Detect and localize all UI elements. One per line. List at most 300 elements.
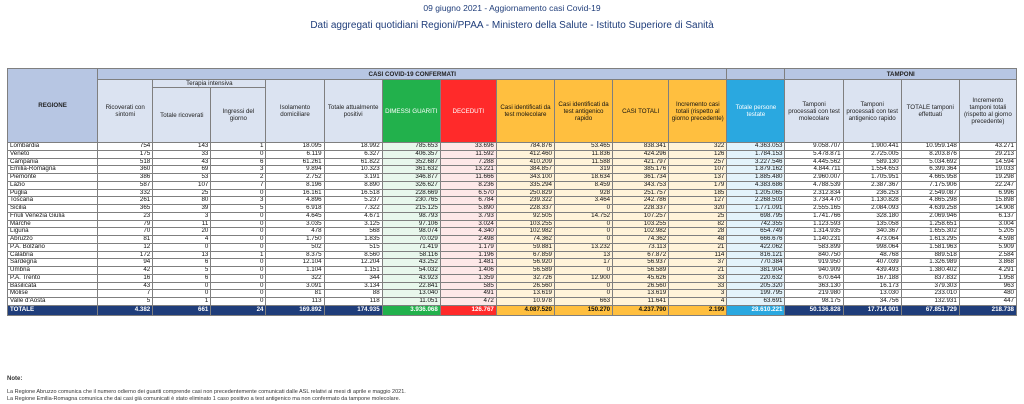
table-cell: 335.294 <box>496 181 554 189</box>
col-incremento-tamponi: Incremento tamponi totali (rispetto al giorno precedente) <box>959 80 1016 143</box>
col-casi-totali: CASI TOTALI <box>613 80 669 143</box>
table-cell: 1.130.828 <box>843 197 901 205</box>
col-tamponi-molecolare: Tamponi processati con test molecolare <box>785 80 843 143</box>
table-cell: 518 <box>98 158 153 166</box>
table-cell: 0 <box>153 243 211 251</box>
table-cell: 228.337 <box>613 205 669 213</box>
table-cell: 13 <box>153 251 211 259</box>
table-cell: 0 <box>211 236 266 244</box>
region-header: REGIONE <box>8 69 98 143</box>
table-cell: 4.645 <box>266 212 324 220</box>
table-cell: 34.756 <box>843 298 901 306</box>
table-cell: 132.931 <box>901 298 959 306</box>
note-line-2: La Regione Emilia-Romagna comunica che dai casi già comunicati è stato eliminato 1 caso positivo a test antigenico ma non confermato da tampone molecolare. <box>7 396 401 402</box>
col-tamponi-antigenico: Tamponi processati con test antigenico rapido <box>843 80 901 143</box>
table-cell: 43.271 <box>959 143 1016 151</box>
table-cell: 785.653 <box>382 143 440 151</box>
table-cell: 16.518 <box>324 189 382 197</box>
table-cell: 0 <box>211 267 266 275</box>
table-cell: 1.835 <box>324 236 382 244</box>
table-row <box>8 243 1017 251</box>
table-cell: 3.793 <box>440 212 496 220</box>
region-name: Molise <box>8 290 98 298</box>
table-cell: 4 <box>153 236 211 244</box>
table-cell: 5.205 <box>959 228 1016 236</box>
confirmed-cases-group-header: CASI COVID-19 CONFERMATI <box>98 69 727 80</box>
table-cell: 20 <box>153 228 211 236</box>
table-row <box>8 290 1017 298</box>
table-cell: 406.357 <box>382 150 440 158</box>
table-cell: 26.560 <box>496 282 554 290</box>
table-cell: 3.134 <box>324 282 382 290</box>
table-cell: 2.752 <box>266 174 324 182</box>
table-cell: 998.064 <box>843 243 901 251</box>
table-cell: 1.705.951 <box>843 174 901 182</box>
table-cell: 48 <box>669 236 727 244</box>
table-cell: 410.209 <box>496 158 554 166</box>
table-cell: 361.734 <box>613 174 669 182</box>
table-cell: 16.161 <box>266 189 324 197</box>
table-cell: 670.644 <box>785 274 843 282</box>
table-cell: 126 <box>669 150 727 158</box>
table-cell: 22.841 <box>382 282 440 290</box>
table-cell: 13 <box>554 251 612 259</box>
table-cell: 0 <box>211 259 266 267</box>
table-row <box>8 228 1017 236</box>
region-name: Calabria <box>8 251 98 259</box>
table-cell: 1.179 <box>440 243 496 251</box>
table-cell: 838.341 <box>613 143 669 151</box>
table-cell: 4.788.539 <box>785 181 843 189</box>
table-cell: 0 <box>554 205 612 213</box>
table-cell: 6 <box>153 259 211 267</box>
table-cell: 1.258.651 <box>901 220 959 228</box>
table-cell: 889.518 <box>901 251 959 259</box>
table-cell: 1.359 <box>440 274 496 282</box>
table-cell: 18.992 <box>324 143 382 151</box>
table-cell: 344 <box>324 274 382 282</box>
table-cell: 343.100 <box>496 174 554 182</box>
table-cell: 10.323 <box>324 166 382 174</box>
region-name: Lombardia <box>8 143 98 151</box>
table-cell: 219.980 <box>785 290 843 298</box>
table-cell: 107 <box>669 166 727 174</box>
table-cell: 1.196 <box>440 251 496 259</box>
table-cell: 98.793 <box>382 212 440 220</box>
table-cell: 113 <box>266 298 324 306</box>
table-row <box>8 197 1017 205</box>
table-cell: 320 <box>669 205 727 213</box>
table-cell: 1.655.302 <box>901 228 959 236</box>
table-cell: 0 <box>153 290 211 298</box>
table-cell: 8.236 <box>440 181 496 189</box>
table-cell: 81 <box>98 236 153 244</box>
table-cell: 37 <box>669 259 727 267</box>
table-cell: 2.268.503 <box>727 197 785 205</box>
table-cell: 0 <box>211 212 266 220</box>
table-cell: 137 <box>669 174 727 182</box>
table-cell: 167.188 <box>843 274 901 282</box>
table-cell: 29.213 <box>959 150 1016 158</box>
table-cell: 363.130 <box>785 282 843 290</box>
table-cell: 11.592 <box>440 150 496 158</box>
table-cell: 5 <box>153 267 211 275</box>
table-cell: 8.459 <box>554 181 612 189</box>
region-name: Friuli Venezia Giulia <box>8 212 98 220</box>
region-name: Sardegna <box>8 259 98 267</box>
table-cell: 6 <box>211 158 266 166</box>
table-cell: 102.982 <box>496 228 554 236</box>
table-cell: 257 <box>669 158 727 166</box>
table-cell: 5.034.692 <box>901 158 959 166</box>
table-cell: 770.384 <box>727 259 785 267</box>
table-row <box>8 143 1017 151</box>
region-name: Valle d'Aosta <box>8 298 98 306</box>
table-cell: 2 <box>211 174 266 182</box>
table-cell: 4 <box>669 298 727 306</box>
table-cell: 6.119 <box>266 150 324 158</box>
table-cell: 175 <box>98 150 153 158</box>
table-cell: 3 <box>211 166 266 174</box>
table-cell: 92.505 <box>496 212 554 220</box>
table-cell: 3.004 <box>959 220 1016 228</box>
table-cell: 4.865.298 <box>901 197 959 205</box>
table-cell: 386 <box>98 174 153 182</box>
table-cell: 45.626 <box>613 274 669 282</box>
table-cell: 18.634 <box>554 174 612 182</box>
table-cell: 3.191 <box>324 174 382 182</box>
table-cell: 1.205.065 <box>727 189 785 197</box>
table-cell: 1 <box>211 143 266 151</box>
table-cell: 74.362 <box>496 236 554 244</box>
table-cell: 59.881 <box>496 243 554 251</box>
table-cell: 2.498 <box>440 236 496 244</box>
table-cell: 251.757 <box>613 189 669 197</box>
table-cell: 12.204 <box>324 259 382 267</box>
table-cell: 919.950 <box>785 259 843 267</box>
table-cell: 19.298 <box>959 174 1016 182</box>
table-cell: 13.221 <box>440 166 496 174</box>
table-cell: 2.960.007 <box>785 174 843 182</box>
table-cell: 118 <box>324 298 382 306</box>
table-cell: 1.481 <box>440 259 496 267</box>
table-cell: 421.797 <box>613 158 669 166</box>
table-cell: 568 <box>324 228 382 236</box>
table-cell: 114 <box>669 251 727 259</box>
table-row <box>8 236 1017 244</box>
table-cell: 261 <box>98 197 153 205</box>
col-casi-antigenico: Casi identificati da test antigenico rapido <box>554 80 612 143</box>
region-name: Basilicata <box>8 282 98 290</box>
table-cell: 322 <box>266 274 324 282</box>
page-date-title: 09 giugno 2021 - Aggiornamento casi Covid-19 <box>423 3 601 13</box>
table-cell: 63.691 <box>727 298 785 306</box>
table-cell: 3.125 <box>324 220 382 228</box>
table-cell: 6.399.364 <box>901 166 959 174</box>
table-cell: 5.909 <box>959 243 1016 251</box>
col-persone-testate: Totale persone testate <box>727 80 785 143</box>
table-cell: 4.665.958 <box>901 174 959 182</box>
col-guariti: DIMESSI GUARITI <box>382 80 440 143</box>
table-cell: 228.337 <box>496 205 554 213</box>
table-cell: 3.035 <box>266 220 324 228</box>
col-incremento-casi: Incremento casi totali (rispetto al giorno precedente) <box>669 80 727 143</box>
table-cell: 23 <box>98 212 153 220</box>
table-cell: 2.555.165 <box>785 205 843 213</box>
table-cell: 2.312.834 <box>785 189 843 197</box>
notes-label: Note: <box>7 376 23 382</box>
table-cell: 4.844.711 <box>785 166 843 174</box>
total-cell: 126.767 <box>440 305 496 315</box>
table-cell: 473.064 <box>843 236 901 244</box>
table-row <box>8 274 1017 282</box>
table-cell: 67.872 <box>613 251 669 259</box>
total-cell: 24 <box>211 305 266 315</box>
table-cell: 491 <box>440 290 496 298</box>
table-cell: 1.613.295 <box>901 236 959 244</box>
table-cell: 381.904 <box>727 267 785 275</box>
table-cell: 5.237 <box>324 197 382 205</box>
table-cell: 73.113 <box>613 243 669 251</box>
table-cell: 6.570 <box>440 189 496 197</box>
table-cell: 32.726 <box>496 274 554 282</box>
table-cell: 328.180 <box>843 212 901 220</box>
table-cell: 239.322 <box>496 197 554 205</box>
table-cell: 407.039 <box>843 259 901 267</box>
table-cell: 179 <box>669 181 727 189</box>
table-cell: 1 <box>211 251 266 259</box>
table-cell: 107.257 <box>613 212 669 220</box>
table-cell: 0 <box>211 274 266 282</box>
total-cell: 218.738 <box>959 305 1016 315</box>
table-cell: 2.584 <box>959 251 1016 259</box>
table-cell: 0 <box>211 282 266 290</box>
table-cell: 7 <box>98 290 153 298</box>
table-cell: 412.460 <box>496 150 554 158</box>
table-row <box>8 282 1017 290</box>
table-cell: 33.696 <box>440 143 496 151</box>
total-row <box>8 305 1017 315</box>
table-row <box>8 189 1017 197</box>
table-cell: 2.387.367 <box>843 181 901 189</box>
total-cell: 661 <box>153 305 211 315</box>
table-cell: 42 <box>98 267 153 275</box>
table-cell: 0 <box>554 267 612 275</box>
table-cell: 424.296 <box>613 150 669 158</box>
table-cell: 15.898 <box>959 197 1016 205</box>
table-cell: 1.741.766 <box>785 212 843 220</box>
table-cell: 326.627 <box>382 181 440 189</box>
table-cell: 0 <box>211 298 266 306</box>
table-cell: 13.030 <box>843 290 901 298</box>
table-cell: 21 <box>669 267 727 275</box>
table-cell: 1.900.441 <box>843 143 901 151</box>
table-cell: 2.725.005 <box>843 150 901 158</box>
table-cell: 4.445.562 <box>785 158 843 166</box>
table-cell: 25 <box>669 212 727 220</box>
table-cell: 2.084.093 <box>843 205 901 213</box>
table-cell: 7.175.906 <box>901 181 959 189</box>
table-cell: 56.920 <box>496 259 554 267</box>
table-cell: 13.040 <box>382 290 440 298</box>
table-cell: 220.632 <box>727 274 785 282</box>
table-cell: 74.362 <box>613 236 669 244</box>
table-cell: 361.632 <box>382 166 440 174</box>
table-cell: 439.493 <box>843 267 901 275</box>
table-cell: 6 <box>153 274 211 282</box>
table-cell: 8.203.876 <box>901 150 959 158</box>
table-cell: 384.857 <box>496 166 554 174</box>
table-cell: 25 <box>153 189 211 197</box>
region-name: Marche <box>8 220 98 228</box>
table-cell: 0 <box>554 228 612 236</box>
table-cell: 1.771.091 <box>727 205 785 213</box>
table-cell: 48.768 <box>843 251 901 259</box>
table-cell: 33 <box>153 150 211 158</box>
region-name: Lazio <box>8 181 98 189</box>
table-cell: 7.288 <box>440 158 496 166</box>
table-cell: 1.314.935 <box>785 228 843 236</box>
table-cell: 1 <box>153 298 211 306</box>
table-cell: 1.104 <box>266 267 324 275</box>
table-cell: 379.303 <box>901 282 959 290</box>
table-cell: 940.909 <box>785 267 843 275</box>
table-row <box>8 259 1017 267</box>
table-cell: 11.666 <box>440 174 496 182</box>
table-cell: 56.589 <box>613 267 669 275</box>
table-cell: 4.896 <box>266 197 324 205</box>
table-cell: 43.923 <box>382 274 440 282</box>
region-name: Liguria <box>8 228 98 236</box>
table-cell: 143 <box>153 143 211 151</box>
table-cell: 94 <box>98 259 153 267</box>
col-ingressi-giorno: Ingressi del giorno <box>211 88 266 143</box>
table-cell: 70.029 <box>382 236 440 244</box>
table-cell: 53.465 <box>554 143 612 151</box>
table-cell: 10.978 <box>496 298 554 306</box>
table-cell: 1.581.963 <box>901 243 959 251</box>
table-cell: 472 <box>440 298 496 306</box>
table-cell: 480 <box>959 290 1016 298</box>
table-cell: 4.639.258 <box>901 205 959 213</box>
table-cell: 3 <box>211 197 266 205</box>
table-cell: 10.959.148 <box>901 143 959 151</box>
col-ricoverati: Ricoverati con sintomi <box>98 80 153 143</box>
table-cell: 3.868 <box>959 259 1016 267</box>
table-row <box>8 251 1017 259</box>
col-attualmente-positivi: Totale attualmente positivi <box>324 80 382 143</box>
table-cell: 385.176 <box>613 166 669 174</box>
table-cell: 13.619 <box>496 290 554 298</box>
table-cell: 1.554.653 <box>843 166 901 174</box>
table-cell: 352.687 <box>382 158 440 166</box>
table-row <box>8 212 1017 220</box>
table-cell: 1.750 <box>266 236 324 244</box>
table-cell: 6.784 <box>440 197 496 205</box>
table-row <box>8 150 1017 158</box>
table-cell: 515 <box>324 243 382 251</box>
table-cell: 54.032 <box>382 267 440 275</box>
table-cell: 80 <box>153 197 211 205</box>
table-cell: 11.588 <box>554 158 612 166</box>
table-cell: 478 <box>266 228 324 236</box>
table-cell: 0 <box>554 290 612 298</box>
table-cell: 5 <box>98 298 153 306</box>
region-name: Puglia <box>8 189 98 197</box>
table-cell: 502 <box>266 243 324 251</box>
table-cell: 0 <box>211 189 266 197</box>
tamponi-group-header: TAMPONI <box>785 69 1017 80</box>
table-cell: 12 <box>98 243 153 251</box>
table-cell: 69 <box>153 166 211 174</box>
table-cell: 98.074 <box>382 228 440 236</box>
table-cell: 1.885.480 <box>727 174 785 182</box>
table-cell: 4.291 <box>959 267 1016 275</box>
table-cell: 4.598 <box>959 236 1016 244</box>
note-line-1: La Regione Abruzzo comunica che il numero odierno dei guariti comprende casi non precedentemente comunicati dalle ASL relativi ai mesi di aprile e maggio 2021. <box>7 389 406 395</box>
table-cell: 14.594 <box>959 158 1016 166</box>
table-cell: 26.560 <box>613 282 669 290</box>
table-cell: 43 <box>98 282 153 290</box>
table-cell: 1.151 <box>324 267 382 275</box>
table-cell: 185 <box>669 189 727 197</box>
table-cell: 3.464 <box>554 197 612 205</box>
total-cell: 28.610.221 <box>727 305 785 315</box>
table-cell: 589.130 <box>843 158 901 166</box>
table-cell: 19.033 <box>959 166 1016 174</box>
table-cell: 0 <box>211 243 266 251</box>
region-name: P.A. Trento <box>8 274 98 282</box>
table-cell: 7.322 <box>324 205 382 213</box>
table-cell: 13.619 <box>613 290 669 298</box>
table-cell: 107 <box>153 181 211 189</box>
table-cell: 6.996 <box>959 189 1016 197</box>
table-cell: 102.982 <box>613 228 669 236</box>
table-cell: 8.375 <box>266 251 324 259</box>
table-cell: 11.836 <box>554 150 612 158</box>
total-cell: 3.936.068 <box>382 305 440 315</box>
total-cell: 67.851.729 <box>901 305 959 315</box>
table-cell: 666.676 <box>727 236 785 244</box>
table-cell: 58.116 <box>382 251 440 259</box>
table-cell: 39 <box>153 205 211 213</box>
total-cell: 4.087.520 <box>496 305 554 315</box>
table-cell: 18.095 <box>266 143 324 151</box>
region-name: Abruzzo <box>8 236 98 244</box>
total-cell: 2.199 <box>669 305 727 315</box>
col-isolamento: Isolamento domiciliare <box>266 80 324 143</box>
table-row <box>8 298 1017 306</box>
table-cell: 17 <box>554 259 612 267</box>
table-cell: 0 <box>554 220 612 228</box>
table-cell: 447 <box>959 298 1016 306</box>
table-cell: 1.380.402 <box>901 267 959 275</box>
table-cell: 22.247 <box>959 181 1016 189</box>
table-cell: 0 <box>554 282 612 290</box>
table-row <box>8 158 1017 166</box>
table-cell: 587 <box>98 181 153 189</box>
table-cell: 6.327 <box>324 150 382 158</box>
table-row <box>8 205 1017 213</box>
table-cell: 6.137 <box>959 212 1016 220</box>
table-cell: 365 <box>98 205 153 213</box>
table-cell: 103.255 <box>496 220 554 228</box>
table-cell: 3.227.546 <box>727 158 785 166</box>
total-label: TOTALE <box>8 305 98 315</box>
table-cell: 3 <box>669 290 727 298</box>
table-cell: 199.795 <box>727 290 785 298</box>
table-cell: 88 <box>324 290 382 298</box>
